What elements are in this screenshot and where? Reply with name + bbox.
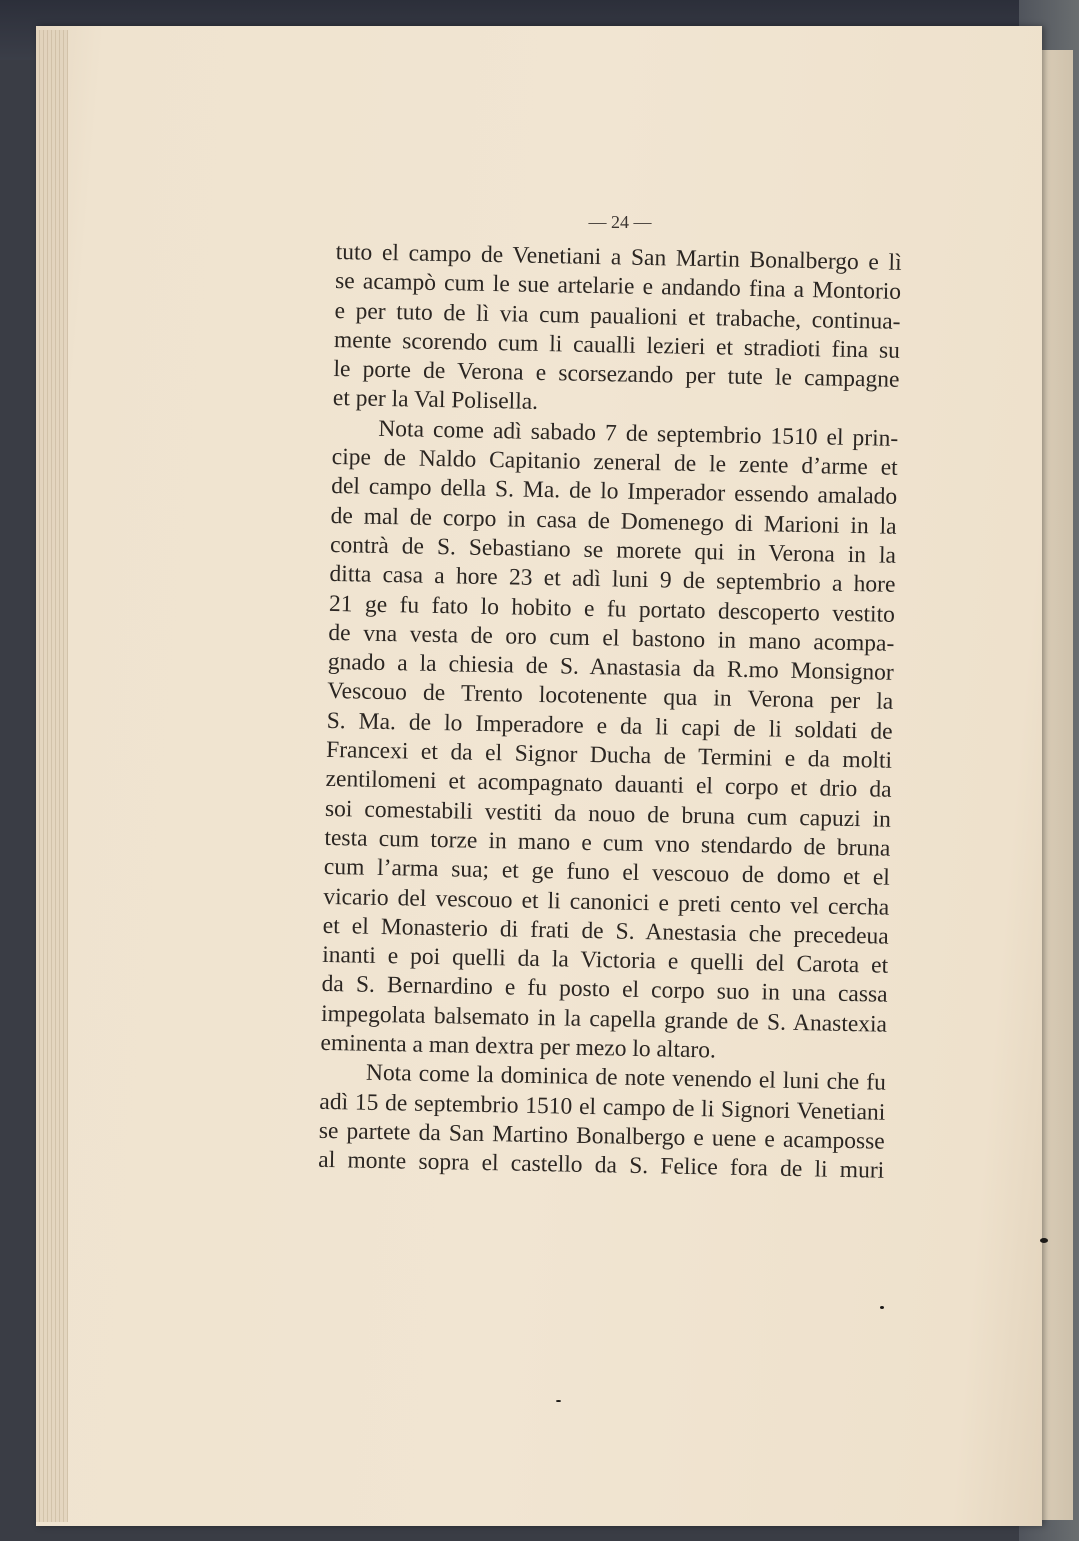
text-line: et per la Val Polisella. (332, 385, 539, 416)
text-line: 21 ge fu fato lo hobito e fu portato descoperto vestito (328, 590, 896, 628)
body-text (318, 238, 902, 1186)
text-line: ditta casa a hore 23 et adì luni 9 de septembrio a hore (329, 561, 896, 599)
text-line: le porte de Verona e scorsezando per tute le campagne (333, 356, 900, 394)
text-line: mente scorendo cum li caualli lezieri et stradioti fina su (333, 326, 901, 364)
text-line: da S. Bernardino e fu posto el corpo suo in una cassa (321, 971, 888, 1009)
text-line: inanti e poi quelli da la Victoria e quelli del Carota et (321, 941, 889, 979)
text-line: impegolata balsemato in la capella grande de S. Anastexia (320, 1000, 888, 1038)
text-line: se acampò cum le sue artelarie e andando fina a Montorio (334, 268, 902, 306)
text-line: del campo della S. Ma. de lo Imperador essendo amalado (330, 473, 898, 511)
text-line: Francexi et da el Signor Ducha de Termini e da molti (325, 736, 893, 774)
paper-speck (1040, 1238, 1048, 1243)
text-line: tuto el campo de Venetiani a San Martin Bonalbergo e lì (335, 238, 902, 276)
text-line: et el Monasterio di frati de S. Anestasia che precedeua (322, 912, 889, 950)
text-line: Nota come adì sabado 7 de septembrio 1510 el prin- (378, 415, 899, 452)
text-line: zentilomeni et acompagnato dauanti el corpo et drio da (325, 766, 892, 804)
text-line: cum l’arma sua; et ge funo el vescouo de domo et el (323, 854, 891, 891)
text-line: Nota come la dominica de note venendo el luni che fu (365, 1060, 887, 1097)
text-line: se partete da San Martino Bonalbergo e uene e acamposse (318, 1117, 886, 1155)
paper-speck (556, 1400, 561, 1402)
text-line: eminenta a man dextra per mezo lo altaro. (320, 1029, 717, 1064)
text-line: de mal de corpo in casa de Domenego di Marioni in la (330, 502, 897, 540)
text-line: al monte sopra el castello da S. Felice fora de li muri (318, 1147, 885, 1184)
text-line: adì 15 de septembrio 1510 el campo de li Signori Venetiani (319, 1088, 886, 1126)
text-line: e per tuto de lì via cum paualioni et trabache, continua- (334, 297, 901, 335)
text-line: contrà de S. Sebastiano se morete qui in Verona in la (329, 531, 897, 569)
text-line: testa cum torze in mano e cum vno stendardo de bruna (324, 824, 891, 862)
text-line: S. Ma. de lo Imperadore e da li capi de li soldati de (326, 707, 893, 745)
text-line: vicario del vescouo et li canonici e preti cento vel cercha (323, 883, 890, 921)
text-line: de vna vesta de oro cum el bastono in mano acompa- (328, 619, 895, 657)
text-line: gnado a la chiesia de S. Anastasia da R.mo Monsignor (327, 649, 895, 686)
paper-speck (880, 1306, 884, 1309)
page-stack-edges (36, 30, 68, 1522)
text-line: cipe de Naldo Capitanio zeneral de le zente d’arme et (331, 444, 898, 481)
text-line: soi comestabili vestiti da nouo de bruna cum capuzi in (324, 795, 892, 833)
text-line: Vescouo de Trento locotenente qua in Verona per la (327, 678, 894, 716)
page-number: — 24 — (588, 212, 652, 232)
